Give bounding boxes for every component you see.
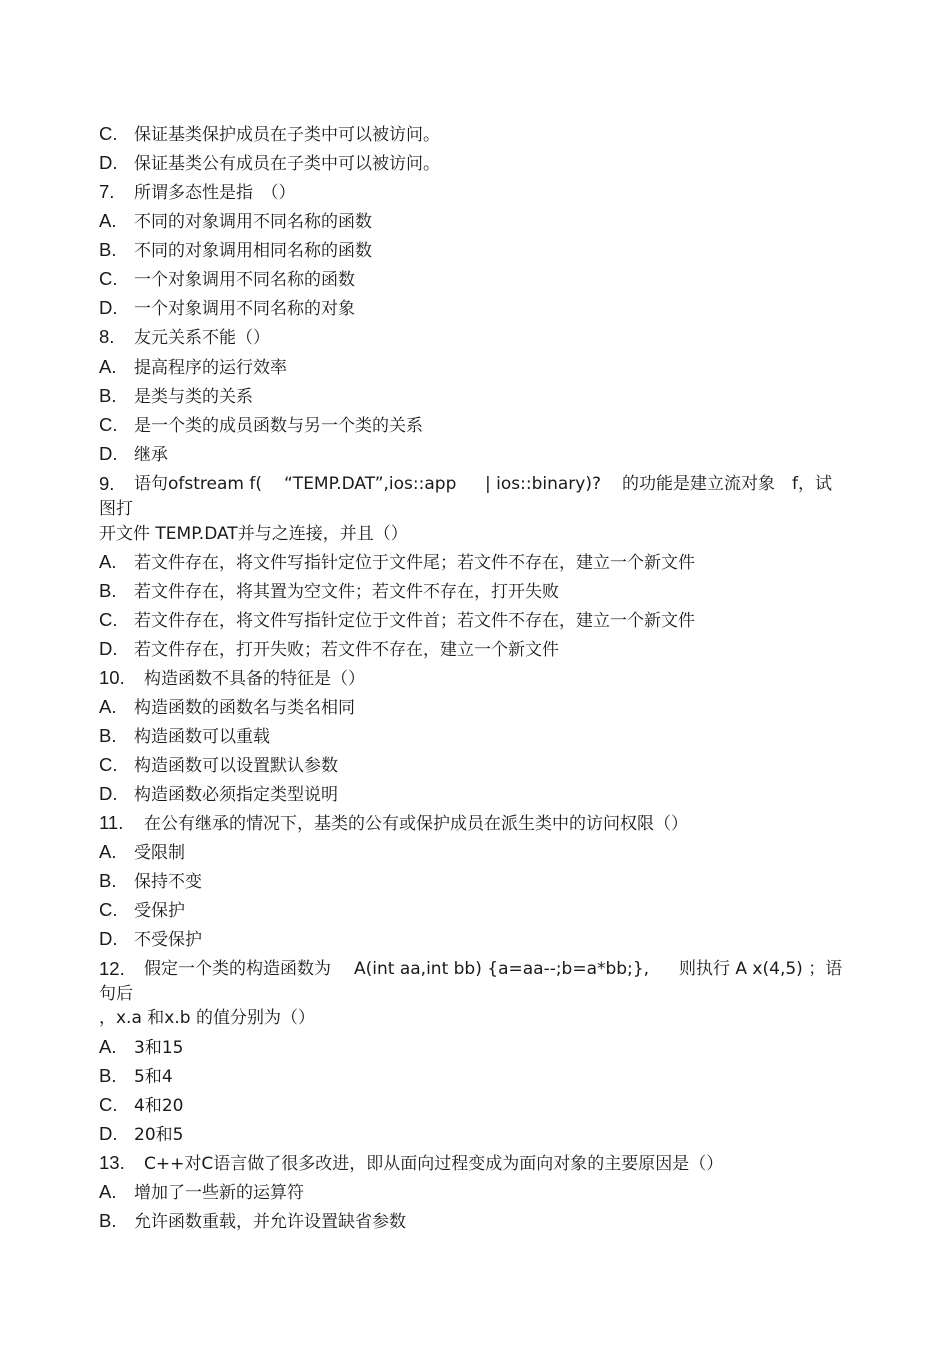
option-text: 是类与类的关系: [134, 387, 253, 407]
option-line: [99, 122, 440, 146]
question-line: [99, 180, 296, 204]
question-number: 10.: [99, 667, 125, 688]
question-text-part: A(int aa,int bb) {a=aa--;b=a*bb;},: [354, 959, 650, 979]
option-letter: C.: [99, 123, 118, 144]
option-text: 若文件存在，将其置为空文件；若文件不存在，打开失败: [134, 582, 559, 602]
question-number: 9.: [99, 473, 115, 494]
question-text: 友元关系不能（）: [134, 328, 270, 348]
option-text: 若文件存在，打开失败；若文件不存在，建立一个新文件: [134, 640, 559, 660]
option-letter: B.: [99, 385, 117, 406]
option-text: 受限制: [134, 843, 185, 863]
question-number: 11.: [99, 812, 124, 833]
question-text-part: 语句ofstream f(: [134, 474, 262, 494]
option-text: 保证基类公有成员在子类中可以被访问。: [134, 154, 440, 174]
option-line: [99, 1064, 173, 1088]
option-line: [99, 550, 695, 574]
option-text: 允许函数重载，并允许设置缺省参数: [134, 1212, 406, 1232]
option-text: 保证基类保护成员在子类中可以被访问。: [134, 125, 440, 145]
option-text: 不同的对象调用不同名称的函数: [134, 212, 372, 232]
option-line: [99, 238, 372, 262]
option-line: [99, 384, 253, 408]
question-text-continued: 开文件 TEMP.DAT并与之连接，并且（）: [99, 524, 408, 544]
option-line: [99, 579, 559, 603]
option-line: [99, 927, 202, 951]
option-letter: D.: [99, 1123, 118, 1144]
question-number: 12.: [99, 958, 125, 979]
option-letter: B.: [99, 725, 117, 746]
option-text: 构造函数的函数名与类名相同: [134, 698, 355, 718]
option-line: [99, 1093, 183, 1117]
question-line: [99, 811, 688, 835]
option-letter: C.: [99, 268, 118, 289]
option-text: 不同的对象调用相同名称的函数: [134, 241, 372, 261]
option-line: [99, 1035, 183, 1059]
question-line: [99, 1151, 723, 1175]
option-letter: D.: [99, 928, 118, 949]
option-text: 一个对象调用不同名称的函数: [134, 270, 355, 290]
option-line: [99, 413, 423, 437]
option-line: [99, 267, 355, 291]
option-letter: C.: [99, 754, 118, 775]
option-letter: B.: [99, 1210, 117, 1231]
question-line: [99, 325, 270, 349]
option-line: [99, 724, 270, 748]
option-line: [99, 695, 355, 719]
option-text: 若文件存在，将文件写指针定位于文件尾；若文件不存在，建立一个新文件: [134, 553, 695, 573]
option-text: 3和15: [134, 1038, 184, 1058]
option-line: [99, 209, 372, 233]
option-text: 构造函数可以设置默认参数: [134, 756, 338, 776]
option-letter: B.: [99, 1065, 117, 1086]
question-number: 7.: [99, 181, 115, 202]
option-letter: C.: [99, 899, 118, 920]
option-line: [99, 840, 185, 864]
option-letter: A.: [99, 1181, 117, 1202]
option-letter: D.: [99, 638, 118, 659]
option-line: [99, 151, 440, 175]
option-line: [99, 782, 338, 806]
option-text: 提高程序的运行效率: [134, 358, 287, 378]
option-text: 20和5: [134, 1125, 184, 1145]
option-line: [99, 355, 287, 379]
option-text: 继承: [134, 445, 168, 465]
option-text: 一个对象调用不同名称的对象: [134, 299, 355, 319]
question-text-part: “TEMP.DAT”,ios::app: [284, 474, 457, 494]
question-text-continued: ，x.a 和x.b 的值分别为（）: [99, 1008, 315, 1028]
question-text: 在公有继承的情况下，基类的公有或保护成员在派生类中的访问权限（）: [144, 814, 688, 834]
option-text: 若文件存在，将文件写指针定位于文件首；若文件不存在，建立一个新文件: [134, 611, 695, 631]
question-text: C++对C语言做了很多改进，即从面向过程变成为面向对象的主要原因是（）: [144, 1154, 724, 1174]
option-text: 不受保护: [134, 930, 202, 950]
option-text: 保持不变: [134, 872, 202, 892]
option-letter: D.: [99, 297, 118, 318]
option-text: 增加了一些新的运算符: [134, 1183, 304, 1203]
option-letter: C.: [99, 1094, 118, 1115]
question-text-part: | ios::binary)?: [485, 474, 601, 494]
option-letter: C.: [99, 414, 118, 435]
question-text-part: 则执行 A x(4,5) ；语: [679, 959, 843, 979]
option-text: 5和4: [134, 1067, 173, 1087]
option-line: [99, 869, 202, 893]
option-line: [99, 608, 695, 632]
option-letter: C.: [99, 609, 118, 630]
option-line: [99, 442, 168, 466]
question-text: 所谓多态性是指 （）: [134, 183, 296, 203]
option-line: [99, 296, 355, 320]
option-letter: B.: [99, 239, 117, 260]
question-text-part: 假定一个类的构造函数为: [144, 959, 331, 979]
option-line: [99, 637, 559, 661]
option-letter: B.: [99, 580, 117, 601]
option-text: 4和20: [134, 1096, 184, 1116]
question-text: 构造函数不具备的特征是（）: [144, 669, 365, 689]
option-letter: A.: [99, 841, 117, 862]
option-text: 构造函数可以重载: [134, 727, 270, 747]
question-number: 13.: [99, 1152, 125, 1173]
option-line: [99, 753, 338, 777]
option-letter: A.: [99, 210, 117, 231]
question-line: [99, 666, 365, 690]
option-letter: A.: [99, 1036, 117, 1057]
question-text-continued: 图打: [99, 499, 133, 519]
option-letter: B.: [99, 870, 117, 891]
option-text: 是一个类的成员函数与另一个类的关系: [134, 416, 423, 436]
option-line: [99, 898, 185, 922]
option-letter: A.: [99, 696, 117, 717]
option-letter: A.: [99, 356, 117, 377]
option-text: 受保护: [134, 901, 185, 921]
question-text-part: 的功能是建立流对象 f，试: [622, 474, 832, 494]
option-line: [99, 1122, 183, 1146]
option-line: [99, 1180, 304, 1204]
option-letter: A.: [99, 551, 117, 572]
option-letter: D.: [99, 783, 118, 804]
option-letter: D.: [99, 443, 118, 464]
option-line: [99, 1209, 406, 1233]
option-letter: D.: [99, 152, 118, 173]
question-text-continued: 句后: [99, 984, 133, 1004]
question-number: 8.: [99, 326, 115, 347]
option-text: 构造函数必须指定类型说明: [134, 785, 338, 805]
